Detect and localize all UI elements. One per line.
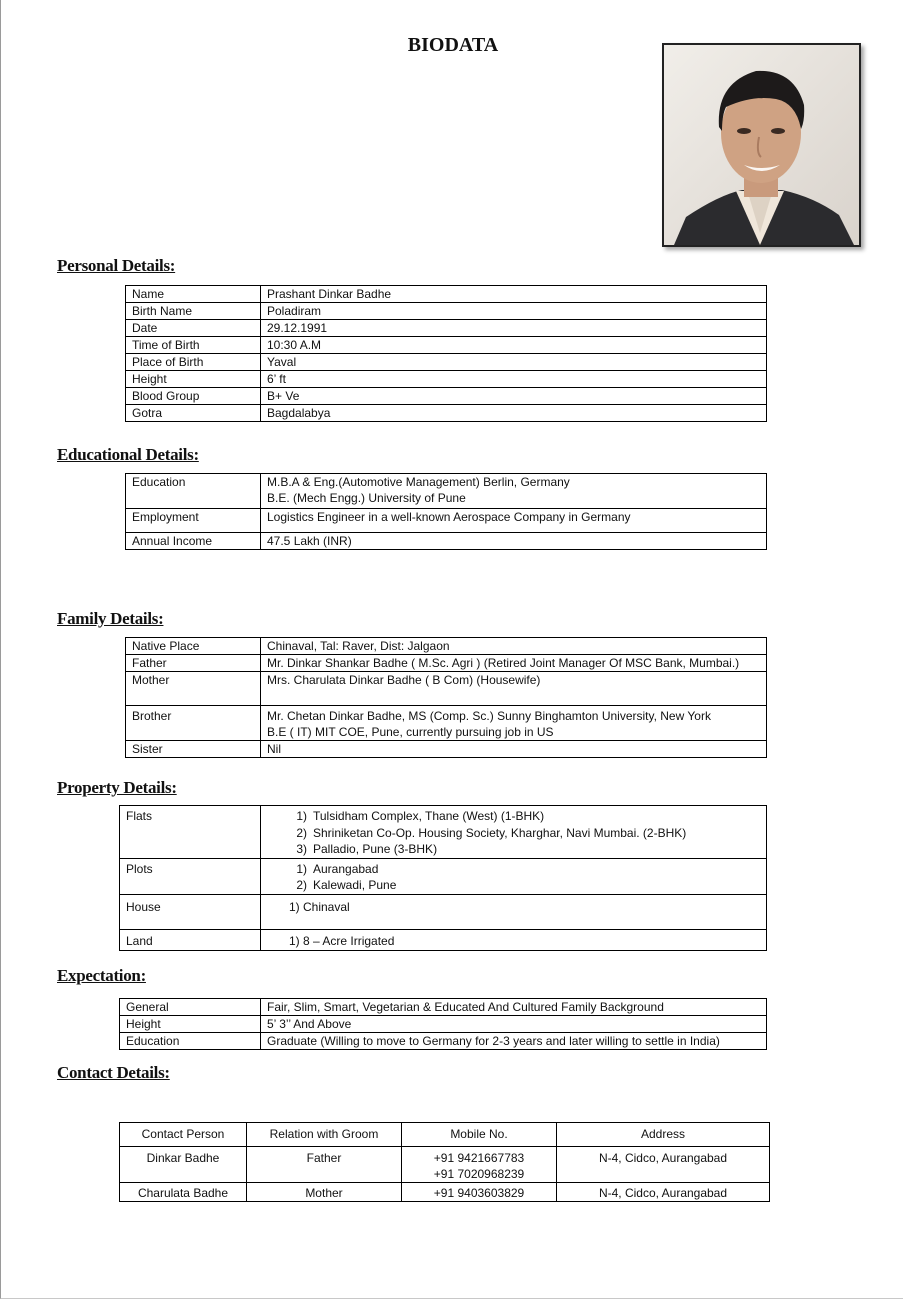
table-row [126, 509, 767, 533]
table-header-row [120, 1123, 770, 1147]
row-label: House [120, 894, 261, 929]
row-label: Education [120, 1033, 261, 1050]
list-item: 3) Palladio, Pune (3-BHK) [296, 842, 438, 856]
row-value: 1) 8 – Acre Irrigated [261, 929, 767, 950]
row-label: Education [126, 474, 261, 509]
property-details-table [119, 805, 767, 951]
table-row [126, 354, 767, 371]
column-header: Address [557, 1123, 770, 1147]
table-row [126, 286, 767, 303]
row-label: Blood Group [126, 388, 261, 405]
row-value: Prashant Dinkar Badhe [261, 286, 767, 303]
section-heading-property: Property Details: [57, 778, 177, 797]
list-item: 1) Aurangabad [296, 861, 379, 876]
row-value: B+ Ve [261, 388, 767, 405]
family-details-table [125, 637, 767, 758]
contact-person: Charulata Badhe [120, 1183, 247, 1202]
section-heading-education: Educational Details: [57, 445, 199, 464]
row-label: Brother [126, 706, 261, 741]
table-row [120, 806, 767, 859]
row-value [261, 858, 767, 894]
row-value: Graduate (Willing to move to Germany for 2-3 years and later willing to settle in India) [261, 1033, 767, 1050]
row-label: Mother [126, 672, 261, 706]
row-value: Bagdalabya [261, 405, 767, 422]
column-header: Relation with Groom [247, 1123, 402, 1147]
row-label: Height [126, 371, 261, 388]
contact-mobile: +91 9403603829 [402, 1183, 557, 1202]
row-value: Mr. Dinkar Shankar Badhe ( M.Sc. Agri ) (Retired Joint Manager Of MSC Bank, Mumbai.) [261, 655, 767, 672]
table-row [120, 929, 767, 950]
row-label: Height [120, 1016, 261, 1033]
table-row [120, 858, 767, 894]
row-label: Time of Birth [126, 337, 261, 354]
table-row [126, 741, 767, 758]
row-value: Fair, Slim, Smart, Vegetarian & Educated And Cultured Family Background [261, 999, 767, 1016]
table-row [126, 388, 767, 405]
row-label: General [120, 999, 261, 1016]
table-row [126, 371, 767, 388]
row-value: Mrs. Charulata Dinkar Badhe ( B Com) (Housewife) [261, 672, 767, 706]
row-label: Annual Income [126, 533, 261, 550]
row-value: M.B.A & Eng.(Automotive Management) Berlin, Germany B.E. (Mech Engg.) University of Pune [261, 474, 767, 509]
row-label: Father [126, 655, 261, 672]
list-item: 2) Kalewadi, Pune [296, 878, 397, 892]
row-label: Plots [120, 858, 261, 894]
table-row [126, 320, 767, 337]
row-value: Yaval [261, 354, 767, 371]
row-value: Nil [261, 741, 767, 758]
table-row [126, 405, 767, 422]
row-value: Mr. Chetan Dinkar Badhe, MS (Comp. Sc.) Sunny Binghamton University, New York B.E ( IT) MIT COE, Pune, currently pursuing job in US [261, 706, 767, 741]
row-label: Land [120, 929, 261, 950]
row-value: 47.5 Lakh (INR) [261, 533, 767, 550]
table-row [120, 1183, 770, 1202]
table-row [126, 533, 767, 550]
expectation-table [119, 998, 767, 1050]
document-title: BIODATA [407, 34, 499, 56]
section-heading-expectation: Expectation: [57, 966, 146, 985]
row-label: Flats [120, 806, 261, 859]
row-value: 5’ 3’’ And Above [261, 1016, 767, 1033]
profile-photo [662, 43, 861, 247]
row-value [261, 806, 767, 859]
row-label: Gotra [126, 405, 261, 422]
table-row [126, 655, 767, 672]
table-row [126, 638, 767, 655]
flats-list [289, 808, 760, 858]
column-header: Mobile No. [402, 1123, 557, 1147]
row-label: Birth Name [126, 303, 261, 320]
contact-table [119, 1122, 770, 1202]
contact-person: Dinkar Badhe [120, 1147, 247, 1183]
contact-relation: Mother [247, 1183, 402, 1202]
personal-details-table [125, 285, 767, 422]
row-label: Name [126, 286, 261, 303]
row-value: 1) Chinaval [261, 894, 767, 929]
row-label: Sister [126, 741, 261, 758]
row-value: Logistics Engineer in a well-known Aerospace Company in Germany [261, 509, 767, 533]
table-row [126, 672, 767, 706]
row-value: 29.12.1991 [261, 320, 767, 337]
column-header: Contact Person [120, 1123, 247, 1147]
plots-list [289, 861, 760, 894]
education-details-table [125, 473, 767, 550]
contact-address: N-4, Cidco, Aurangabad [557, 1183, 770, 1202]
contact-mobile: +91 9421667783 +91 7020968239 [402, 1147, 557, 1183]
row-value: 6’ ft [261, 371, 767, 388]
section-heading-family: Family Details: [57, 609, 164, 628]
table-row [120, 999, 767, 1016]
row-value: 10:30 A.M [261, 337, 767, 354]
row-label: Date [126, 320, 261, 337]
row-value: Chinaval, Tal: Raver, Dist: Jalgaon [261, 638, 767, 655]
table-row [120, 894, 767, 929]
table-row [126, 337, 767, 354]
row-label: Place of Birth [126, 354, 261, 371]
table-row [126, 706, 767, 741]
table-row [120, 1033, 767, 1050]
section-heading-contact: Contact Details: [57, 1063, 170, 1082]
row-value: Poladiram [261, 303, 767, 320]
table-row [120, 1147, 770, 1183]
list-item: 2) Shriniketan Co-Op. Housing Society, Kharghar, Navi Mumbai. (2-BHK) [296, 825, 687, 840]
table-row [120, 1016, 767, 1033]
portrait-image [664, 45, 859, 245]
table-row [126, 303, 767, 320]
contact-address: N-4, Cidco, Aurangabad [557, 1147, 770, 1183]
row-label: Native Place [126, 638, 261, 655]
row-label: Employment [126, 509, 261, 533]
table-row [126, 474, 767, 509]
contact-relation: Father [247, 1147, 402, 1183]
list-item: 1) Tulsidham Complex, Thane (West) (1-BHK) [296, 809, 545, 823]
section-heading-personal: Personal Details: [57, 256, 176, 275]
